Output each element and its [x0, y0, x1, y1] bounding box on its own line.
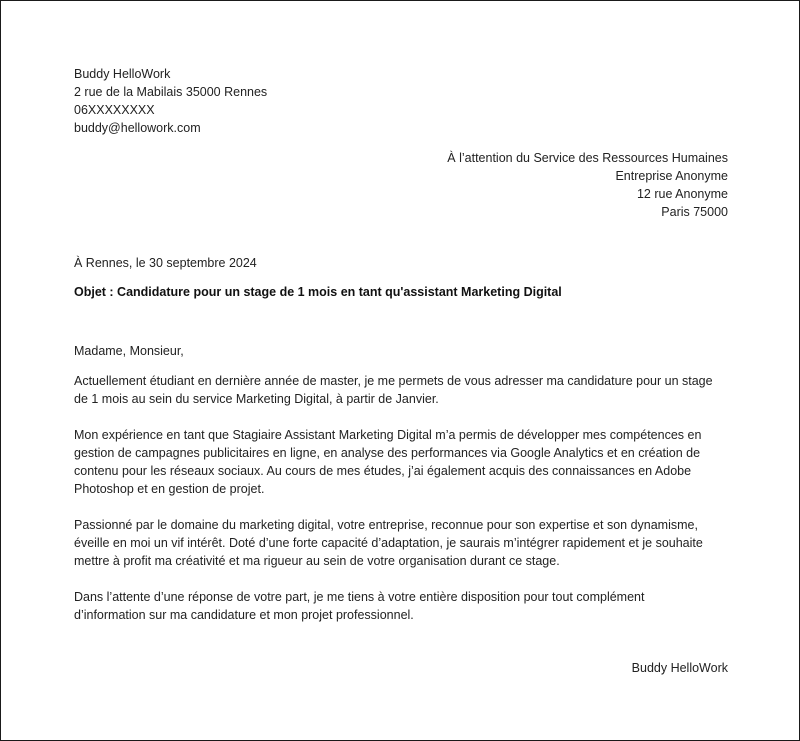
body-paragraph-1 — [74, 372, 734, 408]
paragraph-line: Mon expérience en tant que Stagiaire Assistant Marketing Digital m’a permis de développer mes compétences en — [74, 428, 702, 442]
recipient-street: 12 rue Anonyme — [636, 187, 728, 201]
sender-address: 2 rue de la Mabilais 35000 Rennes — [74, 85, 268, 99]
sender-name: Buddy HelloWork — [74, 67, 171, 81]
recipient-block — [447, 149, 728, 221]
paragraph-line: éveille en moi un vif intérêt. Doté d’une forte capacité d’adaptation, je saurais m’intégrer rapidement et je souhaite — [74, 536, 703, 550]
body-paragraph-3 — [74, 516, 734, 570]
letter-body — [74, 342, 734, 642]
paragraph-line: mettre à profit ma créativité et ma rigueur au sein de votre organisation durant ce stage. — [74, 554, 560, 568]
place-date: À Rennes, le 30 septembre 2024 — [74, 256, 257, 270]
paragraph-line: Actuellement étudiant en dernière année de master, je me permets de vous adresser ma candidature pour un stage — [74, 374, 713, 388]
sender-phone: 06XXXXXXXX — [74, 103, 155, 117]
signature: Buddy HelloWork — [631, 661, 728, 675]
body-paragraph-2 — [74, 426, 734, 498]
letter-subject: Objet : Candidature pour un stage de 1 mois en tant qu'assistant Marketing Digital — [74, 285, 562, 299]
paragraph-line: gestion de campagnes publicitaires en ligne, en analyse des performances via Google Analytics et en création de — [74, 446, 701, 460]
body-paragraph-4 — [74, 588, 734, 624]
paragraph-line: Passionné par le domaine du marketing digital, votre entreprise, reconnue pour son expertise et son dynamisme, — [74, 518, 698, 532]
sender-email: buddy@hellowork.com — [74, 121, 201, 135]
salutation: Madame, Monsieur, — [74, 344, 184, 358]
recipient-attention: À l’attention du Service des Ressources Humaines — [447, 151, 728, 165]
paragraph-line: de 1 mois au sein du service Marketing Digital, à partir de Janvier. — [74, 392, 439, 406]
sender-block — [74, 65, 267, 137]
paragraph-line: Dans l’attente d’une réponse de votre part, je me tiens à votre entière disposition pour tout complément — [74, 590, 645, 604]
paragraph-line: Photoshop et en gestion de projet. — [74, 482, 265, 496]
recipient-company: Entreprise Anonyme — [615, 169, 728, 183]
recipient-city: Paris 75000 — [661, 205, 728, 219]
paragraph-line: contenu pour les réseaux sociaux. Au cours de mes études, j’ai également acquis des connaissances en Adobe — [74, 464, 692, 478]
paragraph-line: d’information sur ma candidature et mon projet professionnel. — [74, 608, 414, 622]
